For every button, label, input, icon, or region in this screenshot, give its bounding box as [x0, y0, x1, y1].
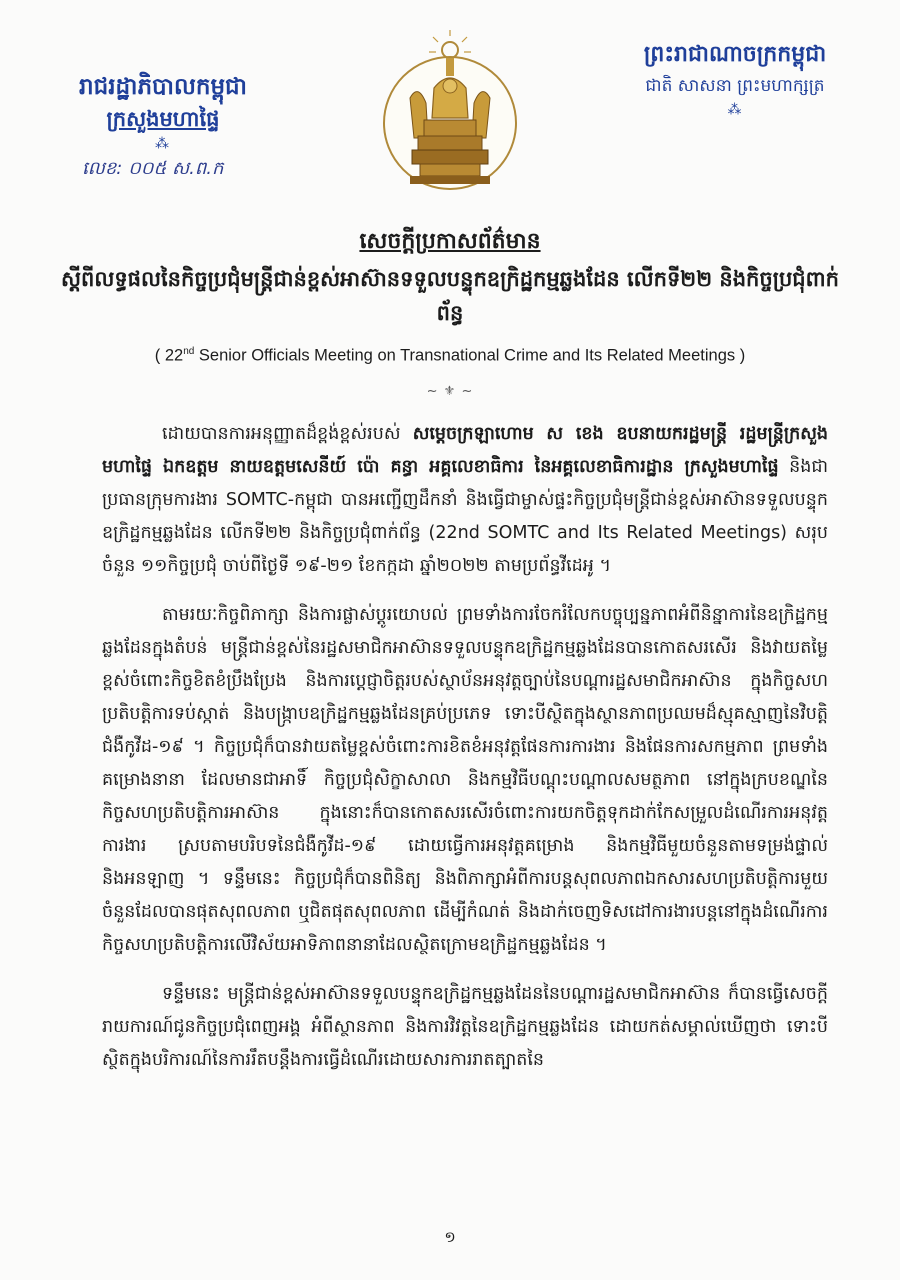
- p1-officials: សម្តេចក្រឡាហោម ស ខេង ឧបនាយករដ្ឋមន្ត្រី រដ្ឋមន្ត្រីក្រសួងមហាផ្ទៃ ឯកឧត្តម នាយឧត្តមសេនីយ៍ ប៉ោ គន្ធា អគ្គលេខាធិការ នៃអគ្គលេខាធិការដ្ឋាន ក្រសួងមហាផ្ទៃ: [102, 424, 828, 477]
- kingdom-header: [600, 38, 870, 120]
- paragraph-3: ទន្ទឹមនេះ មន្ត្រីជាន់ខ្ពស់អាស៊ានទទួលបន្ទុកឧក្រិដ្ឋកម្មឆ្លងដែននៃបណ្តារដ្ឋសមាជិកអាស៊ាន ក៏បានធ្វើសេចក្តីរាយការណ៍ជូនកិច្ចប្រជុំពេញអង្គ អំពីស្ថានភាព និងការវិវត្តនៃឧក្រិដ្ឋកម្មឆ្លងដែន ដោយកត់សម្គាល់ឃើញថា ទោះបីស្ថិតក្នុងបរិការណ៍នៃការរឹតបន្តឹងការធ្វើដំណើរដោយសារការរាតត្បាតនៃ: [102, 984, 828, 1070]
- p1-rest: និងជាប្រធានក្រុមការងារ SOMTC-កម្ពុជា បានអញ្ជើញដឹកនាំ និងធ្វើជាម្ចាស់ផ្ទះកិច្ចប្រជុំមន្ត្រីជាន់ខ្ពស់អាស៊ានទទួលបន្ទុកឧក្រិដ្ឋកម្មឆ្លងដែន លើកទី២២ និងកិច្ចប្រជុំពាក់ព័ន្ធ (22nd SOMTC and Its Related Meetings) សរុបចំនួន ១១កិច្ចប្រជុំ ចាប់ពីថ្ងៃទី ១៩-២១ ខែកក្កដា ឆ្នាំ២០២២ តាមប្រព័ន្ធវីដេអូ ។: [102, 457, 828, 576]
- english-subtitle-pre: ( 22: [154, 346, 184, 365]
- document-body: [102, 418, 828, 1093]
- page-number: ១: [444, 1228, 456, 1246]
- right-ornament: ⁂: [727, 102, 743, 118]
- p1-intro: ដោយបានការអនុញ្ញាតដ៏ខ្ពង់ខ្ពស់របស់: [162, 424, 413, 444]
- title-divider: ~ ⚜ ~: [426, 384, 474, 399]
- kingdom-name: ព្រះរាជាណាចក្រកម្ពុជា: [643, 42, 827, 67]
- royal-emblem-icon: [380, 28, 520, 218]
- english-subtitle: [0, 338, 900, 370]
- paragraph-2: តាមរយៈកិច្ចពិភាក្សា និងការផ្លាស់ប្តូរយោបល់ ព្រមទាំងការចែករំលែកបច្ចុប្បន្នភាពអំពីនិន្នាការនៃឧក្រិដ្ឋកម្មឆ្លងដែនក្នុងតំបន់ មន្ត្រីជាន់ខ្ពស់នៃរដ្ឋសមាជិកអាស៊ានទទួលបន្ទុកឧក្រិដ្ឋកម្មឆ្លងដែនបានកោតសរសើរ និងវាយតម្លៃខ្ពស់ចំពោះកិច្ចខិតខំប្រឹងប្រែង និងការប្តេជ្ញាចិត្តរបស់ស្ថាប័នអនុវត្តច្បាប់នៃបណ្តារដ្ឋសមាជិកអាស៊ាន ក្នុងកិច្ចសហប្រតិបត្តិការទប់ស្កាត់ និងបង្ក្រាបឧក្រិដ្ឋកម្មឆ្លងដែនគ្រប់ប្រភេទ ទោះបីស្ថិតក្នុងស្ថានភាពប្រឈមដ៏ស្មុគស្មាញនៃវិបត្តិជំងឺកូវីដ-១៩ ។ កិច្ចប្រជុំក៏បានវាយតម្លៃខ្ពស់ចំពោះការខិតខំអនុវត្តផែនការការងារ និងផែនការសកម្មភាព ព្រមទាំងគម្រោងនានា ដែលមានជាអាទិ៍ កិច្ចប្រជុំសិក្ខាសាលា និងកម្មវិធីបណ្តុះបណ្តាលសមត្ថភាព នៅក្នុងក្របខណ្ឌនៃកិច្ចសហប្រតិបត្តិការអាស៊ាន ក្នុងនោះក៏បានកោតសរសើរចំពោះការយកចិត្តទុកដាក់កែសម្រួលដំណើរការអនុវត្តការងារ ស្របតាមបរិបទនៃជំងឺកូវីដ-១៩ ដោយធ្វើការអនុវត្តគម្រោង និងកម្មវិធីមួយចំនួនតាមទម្រង់ផ្ទាល់ និងអនឡាញ ។ ទន្ទឹមនេះ កិច្ចប្រជុំក៏បានពិនិត្យ និងពិភាក្សាអំពីការបន្តសុពលភាពឯកសារសហប្រតិបត្តិការមួយចំនួនដែលបានផុតសុពលភាព ឬជិតផុតសុពលភាព ដើម្បីកំណត់ និងដាក់ចេញទិសដៅការងារបន្តនៅក្នុងដំណើរការកិច្ចសហប្រតិបត្តិការលើវិស័យអាទិភាពនានាដែលស្ថិតក្រោមឧក្រិដ្ឋកម្មឆ្លងដែន ។: [102, 605, 828, 955]
- document-title: សេចក្តីប្រកាសព័ត៌មាន: [359, 229, 541, 254]
- english-subtitle-post: Senior Officials Meeting on Transnational Crime and Its Related Meetings ): [194, 346, 746, 365]
- paragraph-1: [102, 418, 828, 583]
- english-subtitle-sup: nd: [183, 346, 195, 357]
- ministry-name: ក្រសួងមហាផ្ទៃ: [106, 107, 220, 131]
- ministry-header: [48, 70, 278, 154]
- document-subtitle: ស្តីពីលទ្ធផលនៃកិច្ចប្រជុំមន្ត្រីជាន់ខ្ពស់អាស៊ានទទួលបន្ទុកឧក្រិដ្ឋកម្មឆ្លងដែន លើកទី២២ និងកិច្ចប្រជុំពាក់ព័ន្ធ: [61, 267, 839, 325]
- government-name: រាជរដ្ឋាភិបាលកម្ពុជា: [79, 74, 247, 100]
- reference-number: លេខ: ០០៥ ស.ព.ក: [82, 158, 224, 179]
- left-ornament: ⁂: [155, 136, 171, 152]
- national-motto: ជាតិ សាសនា ព្រះមហាក្សត្រ: [645, 76, 825, 96]
